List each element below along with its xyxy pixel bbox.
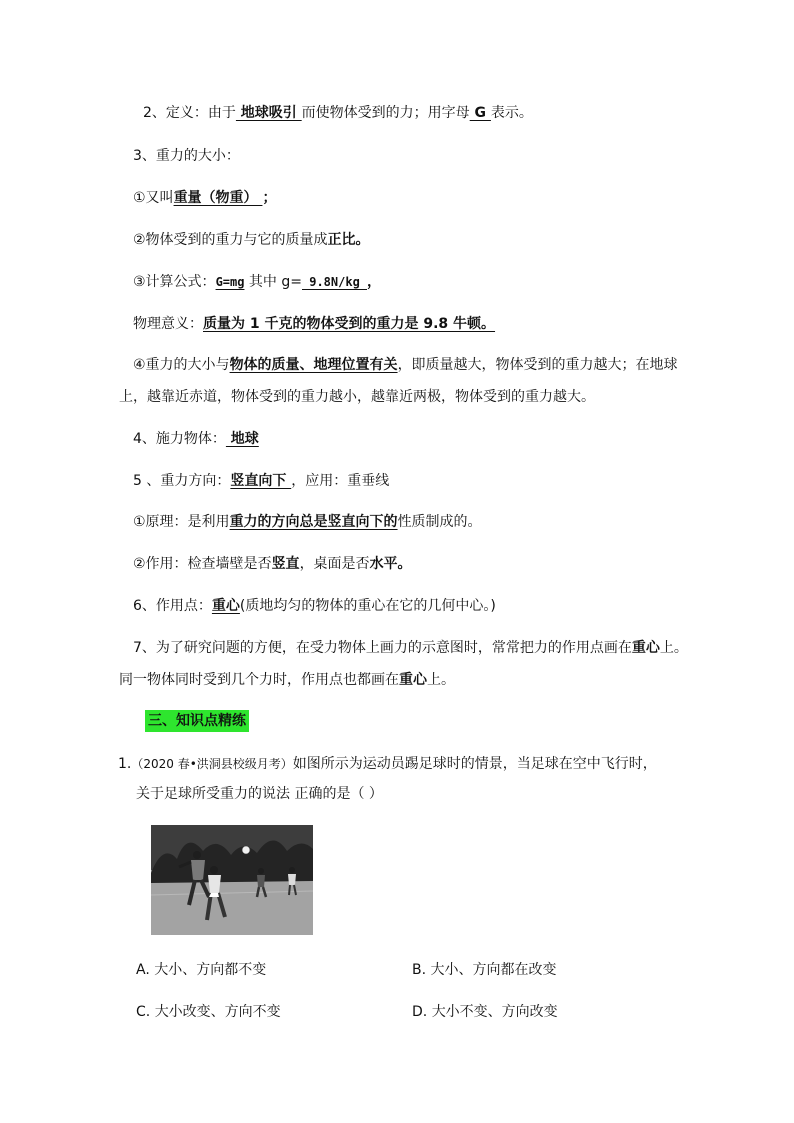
- option-key: D.: [412, 1004, 428, 1020]
- gravity-size-heading: 3、重力的大小：: [133, 148, 240, 164]
- text: ②作用：检查墙壁是否: [133, 556, 272, 572]
- bold-answer: 正比。: [327, 232, 370, 248]
- text: 性质制成的。: [397, 514, 482, 530]
- section-heading: 三、知识点精练: [145, 710, 249, 732]
- option-c[interactable]: [136, 1002, 281, 1022]
- text: ①原理：是利用: [133, 514, 230, 530]
- text: ④重力的大小与: [133, 357, 230, 373]
- formula: G=mg: [215, 275, 245, 289]
- blank-answer: 地球吸引: [235, 105, 302, 121]
- option-text: 大小、方向都在改变: [430, 962, 557, 978]
- option-key: A.: [136, 962, 150, 978]
- text: ，应用：重垂线: [291, 473, 390, 489]
- option-text: 大小、方向都不变: [154, 962, 267, 978]
- option-a[interactable]: [136, 960, 266, 980]
- usage-line: [133, 554, 412, 574]
- text: ，桌面是否: [299, 556, 370, 572]
- option-key: B.: [412, 962, 427, 978]
- blank-answer: 物体的质量、地理位置有关: [229, 357, 398, 373]
- soccer-photo-image: [151, 825, 313, 935]
- text: 7、为了研究问题的方便，在受力物体上画力的示意图时，常常把力的作用点画在: [133, 640, 632, 656]
- bold-answer: 重心: [399, 672, 427, 688]
- option-text: 大小不变、方向改变: [431, 1004, 558, 1020]
- blank-answer: 质量为 1 千克的物体受到的重力是 9.8 牛顿。: [203, 316, 496, 332]
- question-stem: 如图所示为运动员踢足球时的情景，当足球在空中飞行时，: [292, 756, 657, 772]
- bold-answer: 竖直: [271, 556, 300, 572]
- bold-answer: 水平。: [369, 556, 412, 572]
- text: 表示。: [490, 105, 533, 121]
- blank-answer: 地球: [225, 431, 259, 447]
- text: ，即质量越大，物体受到的重力越大；在地球: [397, 357, 678, 373]
- text: 而使物体受到的力；用字母: [301, 105, 470, 121]
- blank-answer: 重心: [211, 598, 240, 614]
- text: 上。: [427, 672, 455, 688]
- proportion-line: [133, 230, 370, 250]
- option-key: C.: [136, 1004, 151, 1020]
- text: 6、作用点：: [133, 598, 212, 614]
- blank-answer: 9.8N/kg: [302, 275, 368, 289]
- principle-line: [133, 512, 482, 532]
- blank-answer: 重量（物重）: [173, 190, 263, 206]
- agent-line: [133, 429, 259, 449]
- text: 4、施力物体：: [133, 431, 226, 447]
- blank-answer: 竖直向下: [230, 473, 292, 489]
- question-stem-line-2: 关于足球所受重力的说法 正确的是（ ）: [136, 786, 383, 802]
- text: 2、定义：由于: [143, 105, 236, 121]
- question-stem-line-1: [118, 754, 657, 774]
- text: ③计算公式：: [133, 274, 216, 290]
- text: 其中 g=: [248, 274, 302, 290]
- note-line-2: [119, 670, 455, 690]
- question-source: （2020 春•洪洞县校级月考）: [131, 757, 293, 771]
- text: ①又叫: [133, 190, 174, 206]
- note-line-1: [133, 638, 688, 658]
- factors-line-1: [133, 355, 678, 375]
- direction-line: [133, 471, 389, 491]
- question-number: 1.: [118, 756, 132, 772]
- text: 同一物体同时受到几个力时，作用点也都画在: [119, 672, 399, 688]
- application-point-line: [133, 596, 496, 616]
- text: ，: [367, 274, 382, 290]
- option-b[interactable]: [412, 960, 557, 980]
- bold-answer: 重心: [631, 640, 660, 656]
- option-text: 大小改变、方向不变: [154, 1004, 281, 1020]
- factors-line-2: 上，越靠近赤道，物体受到的重力越小，越靠近两极，物体受到的重力越大。: [119, 389, 595, 405]
- alias-line: [133, 188, 276, 208]
- text: 5 、重力方向：: [133, 473, 231, 489]
- text: (质地均匀的物体的重心在它的几何中心。): [239, 598, 496, 614]
- text: ②物体受到的重力与它的质量成: [133, 232, 328, 248]
- blank-answer: 重力的方向总是竖直向下的: [229, 514, 398, 530]
- meaning-line: [133, 314, 495, 334]
- text: ；: [262, 190, 277, 206]
- text: 上。: [659, 640, 688, 656]
- soccer-photo: [151, 825, 313, 935]
- formula-line: [133, 272, 381, 292]
- blank-answer: G: [469, 105, 491, 121]
- definition-line: [143, 103, 533, 123]
- text: 物理意义：: [133, 316, 203, 332]
- option-d[interactable]: [412, 1002, 558, 1022]
